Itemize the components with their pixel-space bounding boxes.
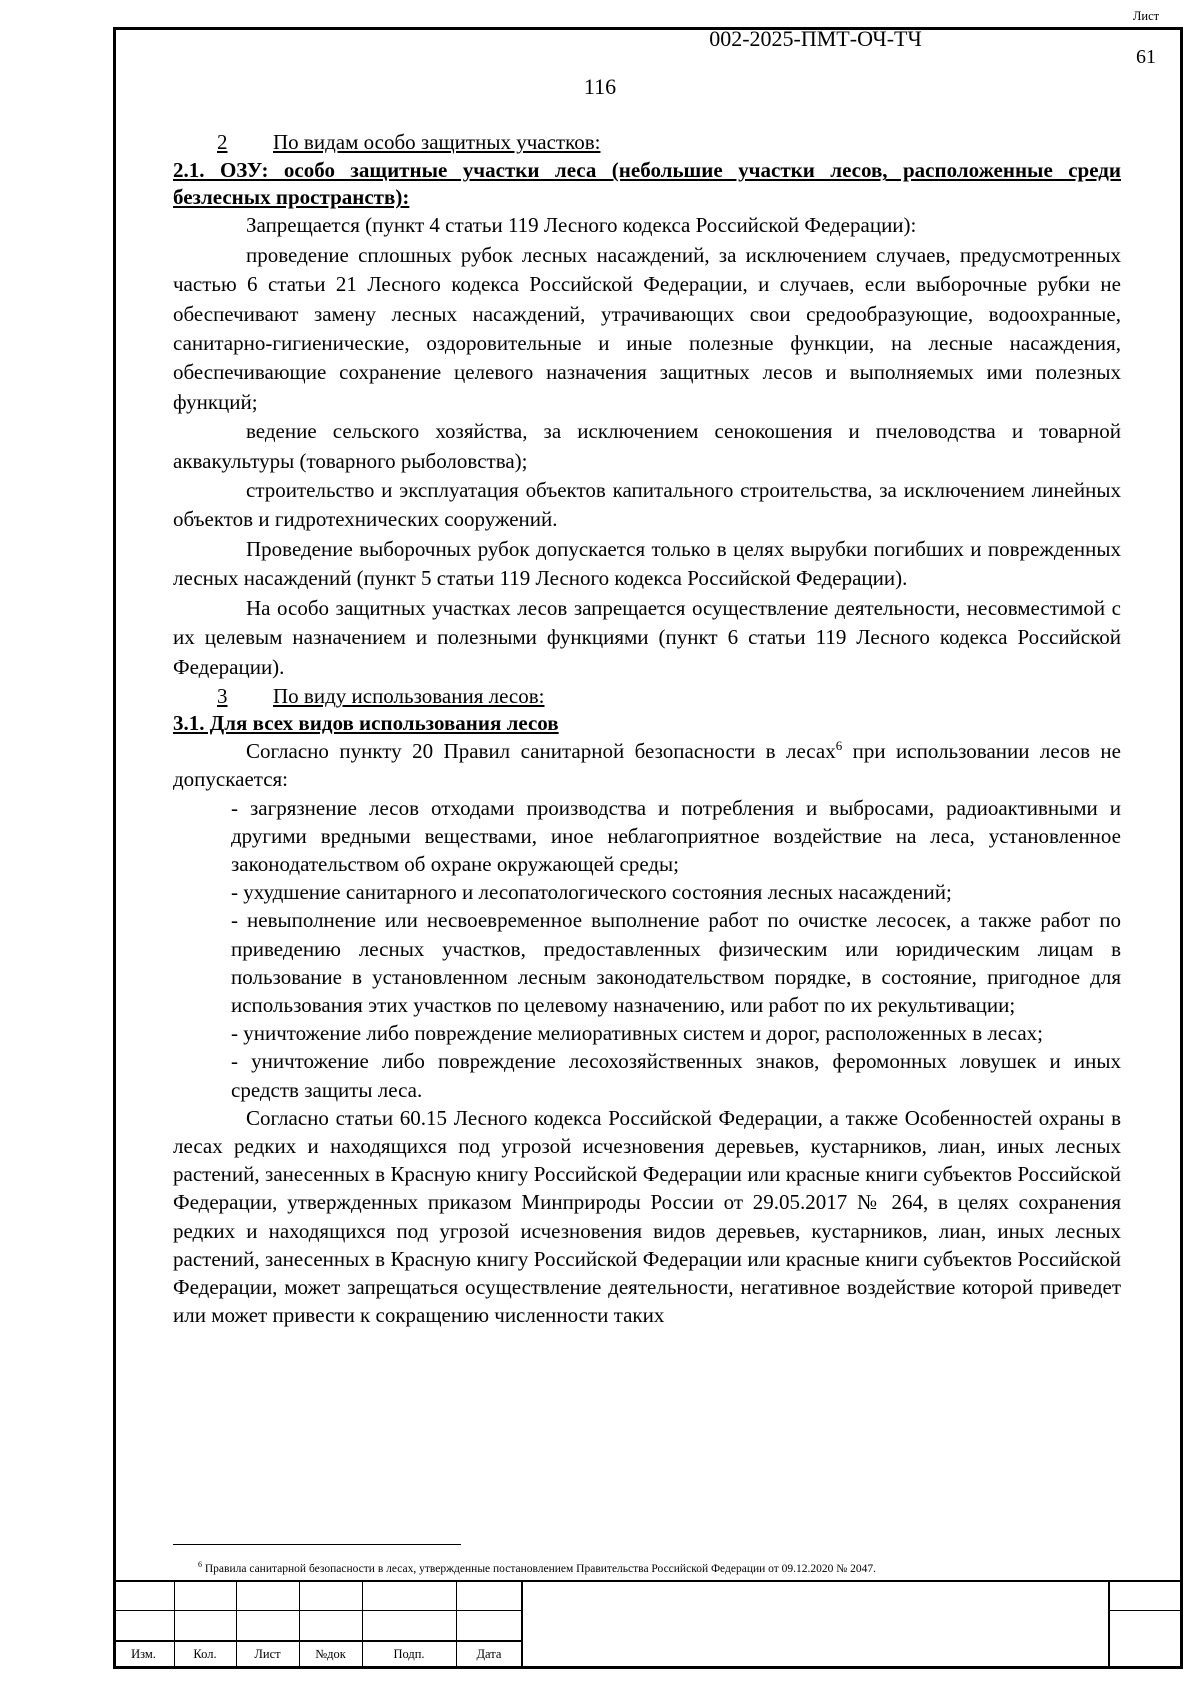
footnote-mark: 6	[198, 1560, 202, 1570]
stamp-label-ndok: №док	[315, 1647, 346, 1661]
sheet-number: 61	[1136, 46, 1156, 68]
paragraph: проведение сплошных рубок лесных насаждений, за исключением случаев, предусмотренных частью 6 статьи 21 Лесного кодекса Российской Федерации, и случаев, если выборочные рубки не обеспечивают замену лесных насаждений, утрачивающих свои средообразующие, водоохранные, санитарно-гигиенические, оздоровительные и иные полезные функции, на лесные насаждения, обеспечивающие сохранение целевого назначения защитных лесов и выполняемых ими полезных функций;	[173, 242, 1121, 414]
document-code: 002-2025-ПМТ-ОЧ-ТЧ	[709, 26, 922, 51]
section-2-number: 2	[217, 130, 228, 154]
stamp-label-data: Дата	[476, 1647, 502, 1661]
list-item: - ухудшение санитарного и лесопатологического состояния лесных насаждений;	[231, 880, 952, 905]
intro-text: Согласно пункту 20 Правил санитарной безопасности в лесах	[246, 739, 836, 764]
title-block	[113, 1580, 1183, 1669]
stamp-label-kol: Кол.	[193, 1647, 217, 1661]
footnote	[198, 1560, 877, 1575]
paragraph: Проведение выборочных рубок допускается только в целях вырубки погибших и поврежденных лесных насаждений (пункт 5 статьи 119 Лесного кодекса Российской Федерации).	[173, 536, 1121, 591]
section-3-number: 3	[217, 683, 228, 708]
footnote-separator	[173, 1544, 461, 1545]
paragraph: ведение сельского хозяйства, за исключением сенокошения и пчеловодства и товарной аквакультуры (товарного рыболовства);	[173, 419, 1121, 473]
prohibition-list	[231, 794, 1121, 1104]
stamp-label-podp: Подп.	[393, 1647, 425, 1661]
document-body	[173, 128, 1121, 1329]
subsection-2-1-heading: 2.1. ОЗУ: особо защитные участки леса (небольшие участки лесов, расположенные среди безлесных пространств):	[173, 158, 1121, 210]
section-2-heading	[173, 128, 1121, 157]
paragraph: Запрещается (пункт 4 статьи 119 Лесного кодекса Российской Федерации):	[246, 213, 917, 238]
paragraph: строительство и эксплуатация объектов капитального строительства, за исключением линейных объектов и гидротехнических сооружений.	[173, 478, 1121, 532]
list-item: - невыполнение или несвоевременное выполнение работ по очистке лесосек, а также работ по приведению лесных участков, предоставленных физическим или юридическим лицам в пользование в установленном лесным законодательством порядке, в состояние, пригодное для использования этих участков по целевому назначению, или работ по их рекультивации;	[231, 908, 1121, 1017]
list-item: - уничтожение либо повреждение мелиоративных систем и дорог, расположенных в лесах;	[231, 1021, 1043, 1046]
paragraph: Согласно статьи 60.15 Лесного кодекса Российской Федерации, а также Особенностей охраны в лесах редких и находящихся под угрозой исчезновения деревьев, кустарников, лиан, иных лесных растений, занесенных в Красную книгу Российской Федерации или красные книги субъектов Российской Федерации, утвержденных приказом Минприроды России от 29.05.2017 № 264, в целях сохранения редких и находящихся под угрозой исчезновения видов деревьев, кустарников, лиан, иных лесных растений, занесенных в Красную книгу Российской Федерации или красные книги субъектов Российской Федерации, может запрещаться осуществление деятельности, негативное воздействие которой приведет или может привести к сокращению численности таких	[173, 1105, 1121, 1328]
list-item: - уничтожение либо повреждение лесохозяйственных знаков, феромонных ловушек и иных средств защиты леса.	[231, 1049, 1121, 1102]
paragraph: На особо защитных участках лесов запрещается осуществление деятельности, несовместимой с их целевым назначением и полезными функциями (пункт 6 статьи 119 Лесного кодекса Российской Федерации).	[173, 595, 1121, 679]
section-3-label: По виду использования лесов:	[273, 683, 545, 708]
subsection-3-1-heading: 3.1. Для всех видов использования лесов	[173, 711, 559, 736]
list-item: - загрязнение лесов отходами производства и потребления и выбросами, радиоактивными и другими вредными веществами, иное неблагоприятное воздействие на леса, установленное законодательством об охране окружающей среды;	[231, 795, 1121, 876]
footnote-text: Правила санитарной безопасности в лесах, утвержденные постановлением Правительства Российской Федерации от 09.12.2020 № 2047.	[202, 1563, 877, 1575]
stamp-label-izm: Изм.	[131, 1647, 156, 1661]
stamp-label-list: Лист	[254, 1647, 281, 1661]
footnote-ref: 6	[835, 738, 843, 754]
section-2-label: По видам особо защитных участков:	[273, 130, 601, 154]
page-number: 116	[583, 74, 617, 99]
section-3-heading	[173, 682, 1121, 710]
intro-text-cont: при использовании лесов не допускается:	[173, 739, 1121, 792]
sheet-label: Лист	[1132, 9, 1160, 23]
paragraph	[173, 737, 1121, 793]
